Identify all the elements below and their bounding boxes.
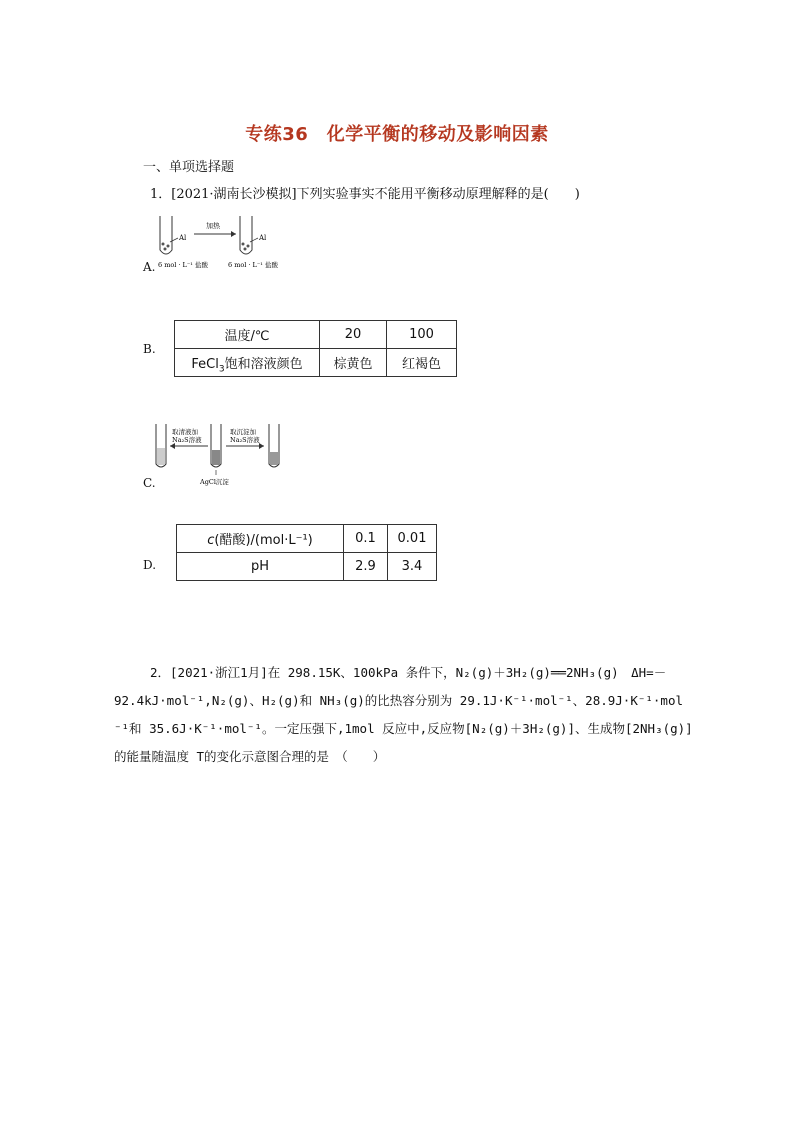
- section-heading: 一、单项选择题: [143, 160, 235, 175]
- option-c-arrow2-line1: 取沉淀加: [230, 428, 256, 436]
- option-d-cell: 2.9: [344, 553, 388, 581]
- option-c-arrow1-line2: Na₂S溶液: [172, 436, 202, 444]
- concentration-unit: (醋酸)/(mol·L⁻¹): [214, 533, 313, 548]
- option-c-arrow2-line2: Na₂S溶液: [230, 436, 260, 444]
- option-d-label: D.: [143, 558, 157, 572]
- option-a-figure: [150, 214, 290, 274]
- question-2-line-2: 92.4kJ·mol⁻¹,N₂(g)、H₂(g)和 NH₃(g)的比热容分别为 29.1J·K⁻¹·mol⁻¹、28.9J·K⁻¹·mol: [114, 693, 684, 708]
- option-c-precipitate: AgCl沉淀: [200, 478, 229, 486]
- option-a-arrow-text: 加热: [206, 222, 220, 230]
- option-b-cell: 红褐色: [387, 349, 457, 377]
- option-b-cell: 温度/℃: [175, 321, 320, 349]
- option-d-row-2: [177, 553, 437, 581]
- question-2-line-4: 的能量随温度 T的变化示意图合理的是 （ ）: [114, 749, 386, 764]
- option-c-arrow1-line1: 取清液加: [172, 428, 198, 436]
- fecl-text: FeCl: [191, 357, 219, 372]
- option-a-metal-right: Al: [259, 234, 267, 242]
- option-b-row-2: [175, 349, 457, 377]
- option-d-cell: 3.4: [388, 553, 437, 581]
- fecl-suffix: 饱和溶液颜色: [224, 357, 303, 372]
- option-d-cell: 0.1: [344, 525, 388, 553]
- option-b-cell: 100: [387, 321, 457, 349]
- option-c-label: C.: [143, 476, 156, 490]
- option-d-row-1: [177, 525, 437, 553]
- option-a-label: A.: [143, 260, 156, 274]
- concentration-symbol: c: [207, 533, 215, 548]
- option-b-row-1: [175, 321, 457, 349]
- option-d-cell: 0.01: [388, 525, 437, 553]
- option-c-figure: [150, 420, 290, 488]
- option-b-cell: 20: [320, 321, 387, 349]
- option-d-cell: pH: [177, 553, 344, 581]
- question-2-line-3: ⁻¹和 35.6J·K⁻¹·mol⁻¹。一定压强下,1mol 反应中,反应物[N₂(g)＋3H₂(g)]、生成物[2NH₃(g)]: [114, 721, 693, 736]
- option-a-metal-left: Al: [179, 234, 187, 242]
- option-a-acid-right: 6 mol · L⁻¹ 盐酸: [228, 261, 278, 269]
- question-1-stem: 1．[2021·湖南长沙模拟]下列实验事实不能用平衡移动原理解释的是( ): [150, 187, 580, 202]
- option-b-table: [174, 320, 457, 377]
- option-a-acid-left: 6 mol · L⁻¹ 盐酸: [158, 261, 208, 269]
- option-b-label: B.: [143, 342, 156, 356]
- option-d-table: [176, 524, 437, 581]
- option-b-cell: [175, 349, 320, 377]
- page-title: 专练36 化学平衡的移动及影响因素: [245, 124, 549, 145]
- question-2-line-1: 2．[2021·浙江1月]在 298.15K、100kPa 条件下，N₂(g)＋3H₂(g)══2NH₃(g) ΔH=－: [150, 665, 667, 680]
- fecl-subscript: 3: [218, 364, 225, 375]
- option-d-cell: [177, 525, 344, 553]
- option-b-cell: 棕黄色: [320, 349, 387, 377]
